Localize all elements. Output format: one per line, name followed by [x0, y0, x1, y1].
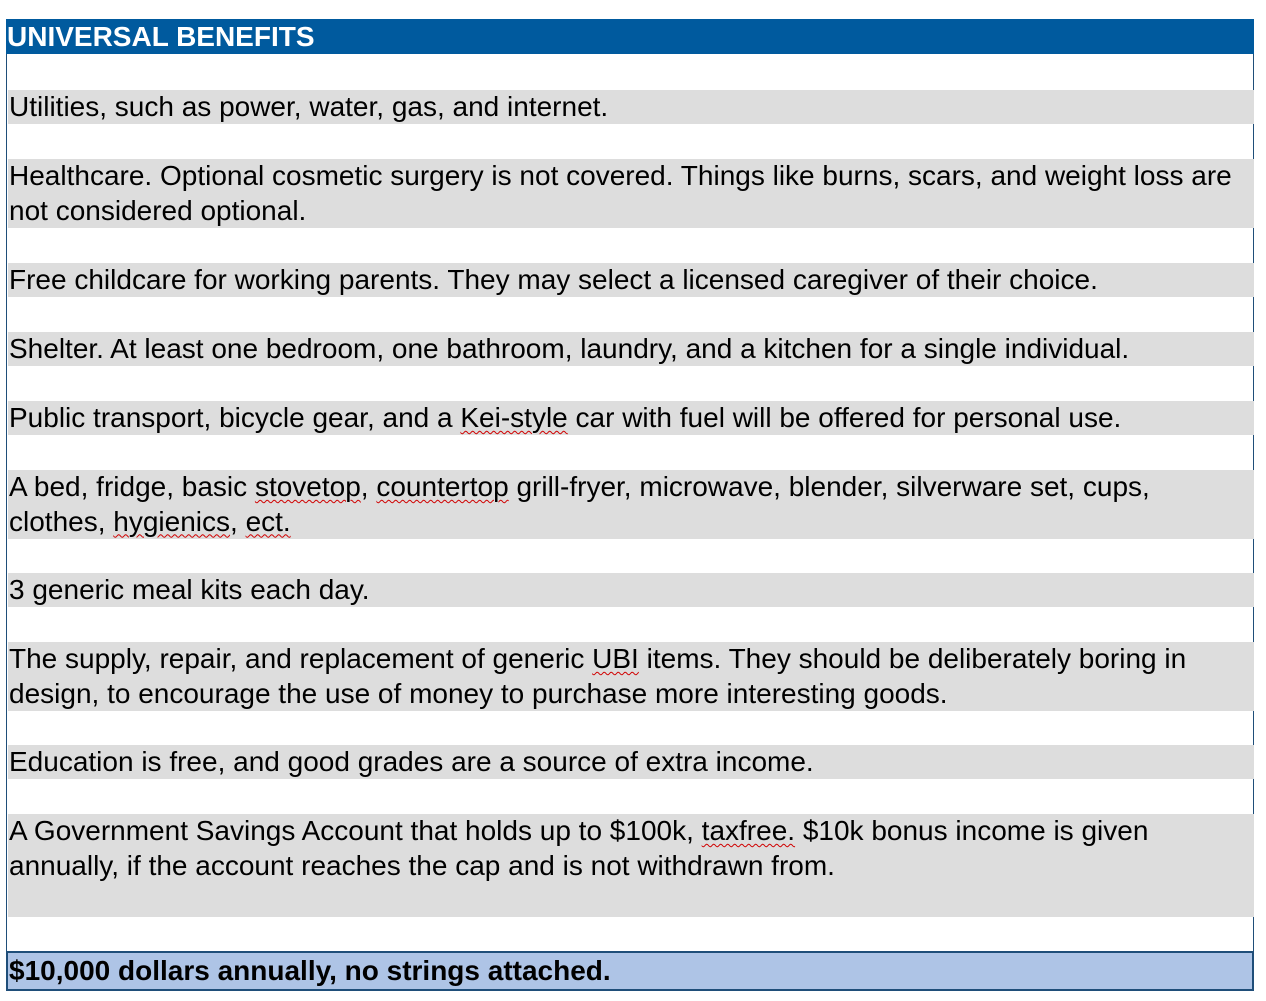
benefit-text: The supply, repair, and replacement of generic	[9, 643, 593, 674]
flagged-word: ect.	[245, 505, 291, 537]
benefit-row	[8, 159, 1254, 228]
benefit-text: items. They should be deliberately boring in design, to encourage the use of money to purchase more interesting goods.	[9, 643, 1187, 709]
benefit-text: car with fuel will be offered for personal use.	[567, 402, 1122, 433]
benefit-row	[8, 745, 1254, 779]
benefit-text: Healthcare. Optional cosmetic surgery is not covered. Things like burns, scars, and weight loss are not considered optional.	[9, 160, 1232, 226]
flagged-word: UBI	[592, 643, 639, 674]
benefit-text: Free childcare for working parents. They may select a licensed caregiver of their choice.	[9, 264, 1098, 295]
benefit-text: ,	[230, 505, 246, 537]
benefit-text: Public transport, bicycle gear, and a	[9, 402, 461, 433]
benefit-row	[8, 332, 1254, 366]
benefit-text: grill-fryer, microwave, blender, silverware set, cups, clothes,	[9, 471, 1150, 537]
flagged-word: hygienics	[113, 505, 231, 537]
benefits-table	[6, 54, 1254, 953]
benefit-row	[8, 470, 1254, 539]
flagged-word: taxfree.	[701, 815, 796, 846]
benefit-text: A Government Savings Account that holds up to $100k,	[9, 815, 702, 846]
benefit-text: A bed, fridge, basic	[9, 471, 255, 502]
benefit-text: Utilities, such as power, water, gas, and internet.	[9, 91, 609, 122]
benefit-text: Shelter. At least one bedroom, one bathroom, laundry, and a kitchen for a single individual.	[9, 333, 1130, 364]
benefit-text: ,	[360, 471, 377, 502]
sheet-title: UNIVERSAL BENEFITS	[6, 19, 1254, 54]
benefit-row	[8, 642, 1254, 711]
benefit-row	[8, 573, 1254, 607]
benefit-row	[8, 90, 1254, 124]
benefit-row	[8, 814, 1254, 917]
summary-footer: $10,000 dollars annually, no strings attached.	[6, 953, 1254, 991]
benefit-text: $10k bonus income is given annually, if the account reaches the cap and is not withdrawn from.	[9, 815, 1149, 881]
flagged-word: countertop	[376, 471, 509, 502]
flagged-word: Kei-style	[460, 402, 568, 433]
benefit-row	[8, 263, 1254, 297]
benefit-text: Education is free, and good grades are a source of extra income.	[9, 746, 814, 777]
benefit-row	[8, 401, 1254, 435]
benefit-text: 3 generic meal kits each day.	[9, 574, 370, 605]
flagged-word: stovetop	[254, 471, 361, 502]
